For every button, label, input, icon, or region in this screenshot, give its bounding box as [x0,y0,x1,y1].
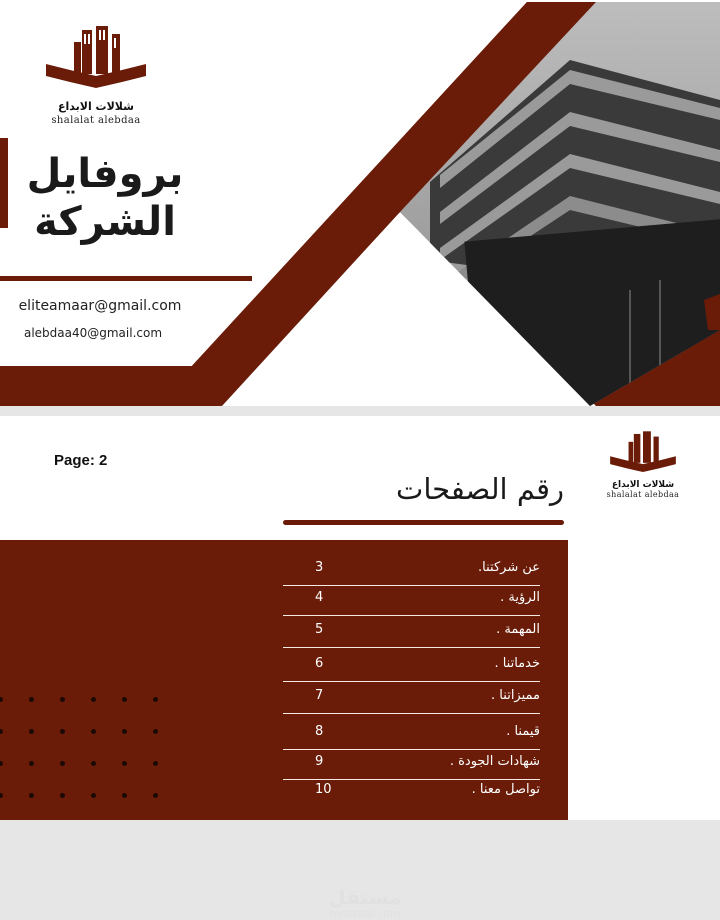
cover-page [0,0,720,406]
logo-name-arabic: شلالات الابداع [611,480,675,490]
toc-item-page-number: 9 [315,754,324,769]
toc-row-divider [283,681,540,682]
table-of-contents-page [0,416,720,920]
toc-row-divider [283,615,540,616]
contact-email-2[interactable]: alebdaa40@gmail.com [23,326,163,340]
toc-panel [0,540,568,920]
page-number-label: Page: 2 [54,452,108,469]
decorative-dot [60,697,65,702]
decorative-dot [29,697,34,702]
toc-row[interactable] [283,750,540,780]
decorative-dot [122,761,127,766]
decorative-dot [91,697,96,702]
decorative-dot [153,793,158,798]
toc-item-page-number: 4 [315,590,324,605]
decorative-dot [0,793,3,798]
decorative-dot [0,761,3,766]
toc-row[interactable] [283,618,540,648]
logo-emblem-icon [40,24,152,94]
decorative-dot [122,729,127,734]
decorative-dot [0,697,3,702]
decorative-dot [91,729,96,734]
toc-row-divider [283,713,540,714]
toc-title: رقم الصفحات [396,472,564,506]
logo-name-english: shalalat alebdaa [606,490,680,499]
toc-item-page-number: 6 [315,656,324,671]
logo-name-arabic: شلالات الابداع [58,100,134,113]
toc-item-label: الرؤية . [500,590,540,605]
decorative-dot [29,761,34,766]
cover-bottom-bar [0,366,222,406]
decorative-dot [91,761,96,766]
decorative-dot [60,793,65,798]
toc-row[interactable] [283,720,540,750]
decorative-dot [60,761,65,766]
watermark-arabic: مستقل [328,885,402,909]
toc-row-divider [283,647,540,648]
company-logo-small [604,430,682,499]
cover-title-line-1: بروفايل [26,151,184,197]
toc-item-page-number: 8 [315,724,324,739]
toc-item-label: مميزاتنا . [491,688,540,703]
toc-item-page-number: 3 [315,560,324,575]
toc-row[interactable] [283,556,540,586]
toc-item-page-number: 7 [315,688,324,703]
toc-item-label: المهمة . [496,622,540,637]
toc-item-label: قيمنا . [506,724,540,739]
decorative-dot [91,793,96,798]
toc-title-underline [283,520,564,525]
toc-row[interactable] [283,652,540,682]
cover-left-tab [0,138,8,228]
decorative-dot [29,729,34,734]
decorative-dot [153,729,158,734]
contact-email-1[interactable]: eliteamaar@gmail.com [18,298,182,314]
toc-item-label: تواصل معنا . [471,782,540,797]
cover-title-underline [0,276,252,281]
cover-title [20,150,190,246]
toc-item-page-number: 10 [315,782,332,797]
mostaql-watermark [325,886,405,920]
cover-title-line-2: الشركة [34,199,176,245]
logo-name-english: shalalat alebdaa [51,115,141,126]
decorative-dot [122,697,127,702]
toc-row[interactable] [283,586,540,616]
toc-row[interactable] [283,778,540,808]
company-logo [40,24,152,126]
toc-item-label: خدماتنا . [494,656,540,671]
toc-row[interactable] [283,684,540,714]
decorative-dot [0,729,3,734]
toc-item-label: شهادات الجودة . [449,754,540,769]
decorative-dot [122,793,127,798]
decorative-dot [153,761,158,766]
decorative-dot [60,729,65,734]
decorative-dot [29,793,34,798]
toc-item-page-number: 5 [315,622,324,637]
logo-emblem-icon [604,430,682,476]
building-photo [380,0,720,421]
toc-item-label: عن شركتنا. [478,560,540,575]
watermark-english: mostaql.com [329,907,401,920]
decorative-dot [153,697,158,702]
